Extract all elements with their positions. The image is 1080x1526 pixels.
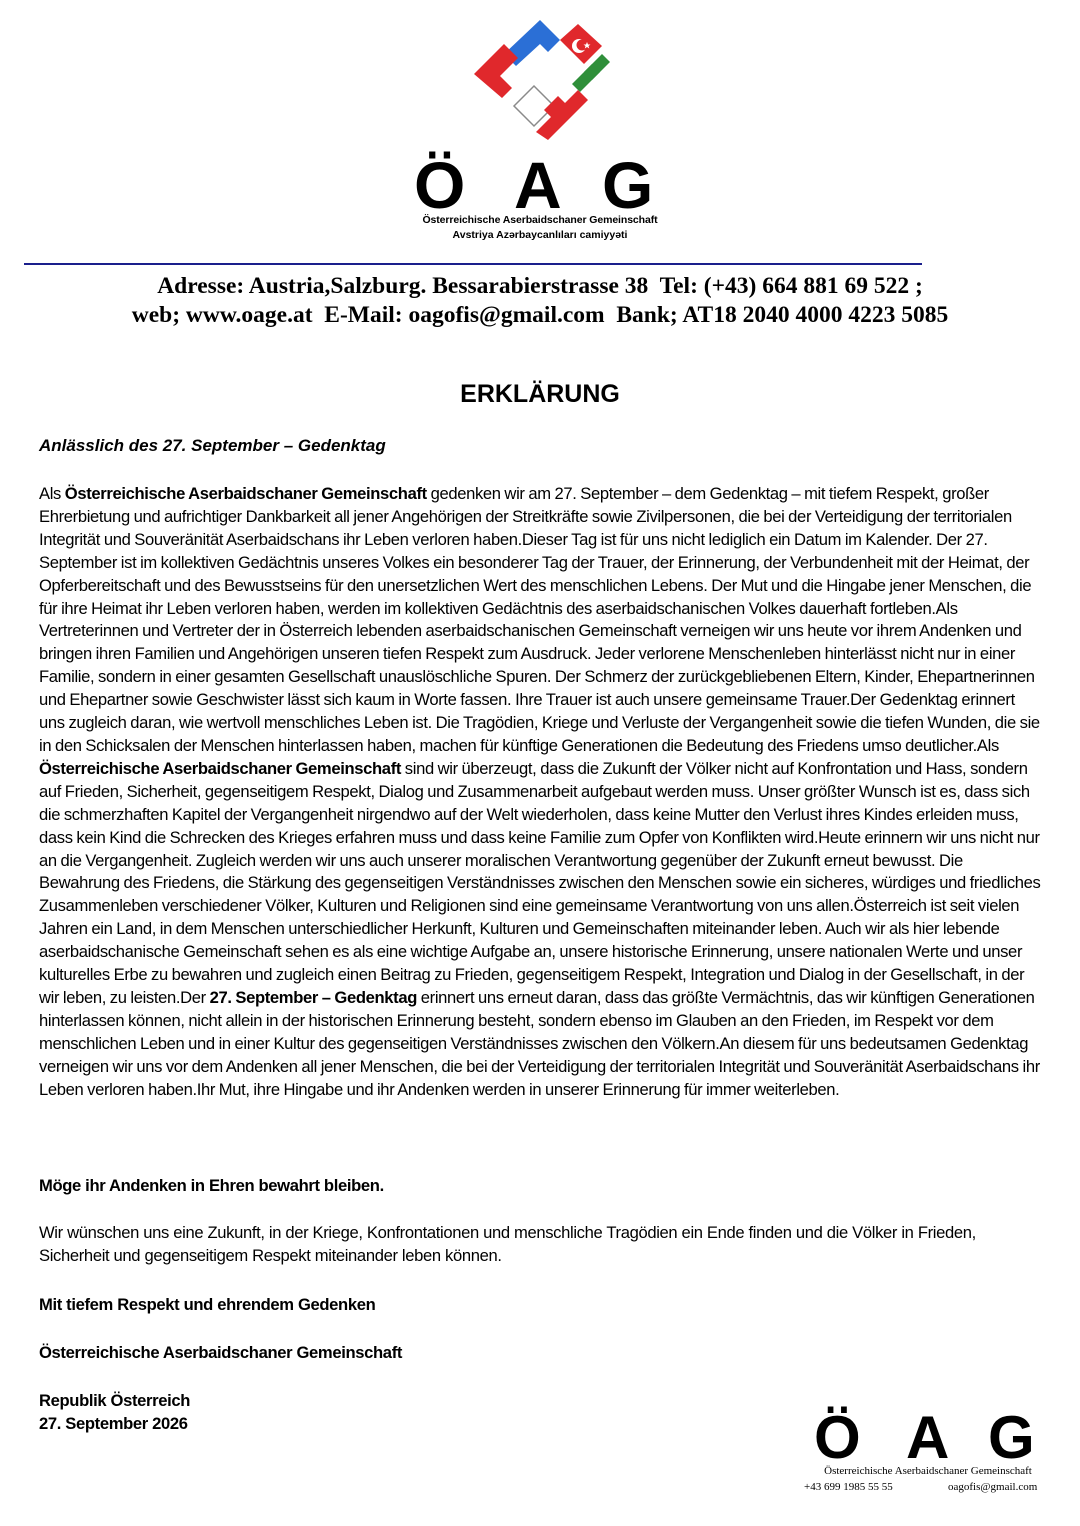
organization-logo-icon (468, 14, 616, 144)
body-run: erinnert uns erneut daran, dass das größte Vermächtnis, das wir künftigen Generationen hinterlassen können, nicht allein in der historischen Erinnerung besteht, sondern ebenso im Glauben an den Frieden, im Respekt vor dem menschlichen Leben und in einer Kultur des gegenseitigen Verständnisses zwischen den Völkern.An diesem für uns bedeutsamen Gedenktag verneigen wir uns vor dem Andenken all jener Menschen, die bei der Verteidigung der territorialen Integrität und Souveränität Aserbaidschans ihr Leben verloren haben.Ihr Mut, ihre Hingabe und ihr Andenken werden in unserer Erinnerung für immer weiterleben. (39, 987, 1040, 1099)
document-title: ERKLÄRUNG (460, 380, 620, 408)
logo-letter-a: A (514, 148, 562, 216)
contact-web-line: web; www.oage.at E-Mail: oagofis@gmail.com Bank; AT18 2040 4000 4223 5085 (131, 302, 949, 328)
body-emphasis: Österreichische Aserbaidschaner Gemeinschaft (64, 484, 427, 503)
signer-country: Republik Österreich (39, 1391, 191, 1410)
footer-email: oagofis@gmail.com (948, 1481, 1038, 1493)
footer-oag-logo (812, 1400, 1048, 1462)
footer-letter-o: Ö (814, 1404, 861, 1462)
body-emphasis: 27. September – Gedenktag (209, 987, 417, 1007)
logo-letter-o: Ö (414, 148, 466, 216)
closing-salutation: Mit tiefem Respekt und ehrendem Gedenken (39, 1295, 376, 1314)
org-name-azerbaijani: Avstriya Azərbaycanlıları camiyyəti (452, 229, 628, 241)
document-subtitle: Anlässlich des 27. September – Gedenktag (39, 436, 386, 455)
body-emphasis: Österreichische Aserbaidschaner Gemeinschaft (39, 758, 402, 778)
future-wish-paragraph: Wir wünschen uns eine Zukunft, in der Kriege, Konfrontationen und menschliche Tragödien ein Ende finden und die Völker in Frieden, Sicherheit und gegenseitigem Respekt miteinander leben können. (39, 1223, 976, 1265)
body-run: sind wir überzeugt, dass die Zukunft der Völker nicht auf Konfrontation und Hass, sondern auf Frieden, Sicherheit, gegenseitigem Respekt, Dialog und Zusammenarbeit aufgebaut werden muss. Unser größter Wunsch ist es, dass sich die schmerzhaften Kapitel der Vergangenheit nirgendwo auf der Welt wiederholen, dass keine Mutter den Verlust ihres Kindes erleiden muss, dass kein Kind die Schrecken des Krieges erfahren muss und dass keine Familie zum Opfer von Konflikten wird.Heute erinnern wir uns nicht nur an die Vergangenheit. Zugleich werden wir uns auch unserer moralischen Verantwortung gegenüber der Zukunft erneut bewusst. Die Bewahrung des Friedens, die Stärkung des gegenseitigen Verständnisses zwischen den Menschen sowie ein sicheres, würdiges und friedliches Zusammenleben verschiedener Völker, Kulturen und Religionen sind eine gemeinsame Verantwortung von uns allen.Österreich ist seit vielen Jahren ein Land, in dem Menschen unterschiedlicher Herkunft, Kulturen und Gemeinschaften miteinander leben. Auch wir als hier lebende aserbaidschanische Gemeinschaft sehen es als eine wichtige Aufgabe an, unsere historische Erinnerung, unsere nationalen Werte und unser kulturelles Erbe zu bewahren und zugleich einen Beitrag zu Frieden, gegenseitigem Respekt, Integration und Dialog in der Gesellschaft, in der wir leben, zu leisten.Der (39, 758, 1041, 1007)
footer-letter-a: A (906, 1404, 950, 1462)
body-run: Als (39, 484, 65, 503)
contact-address-line: Adresse: Austria,Salzburg. Bessarabierstrasse 38 Tel: (+43) 664 881 69 522 ; (157, 273, 923, 299)
footer-org-name: Österreichische Aserbaidschaner Gemeinschaft (824, 1465, 1032, 1477)
document-date: 27. September 2026 (39, 1414, 188, 1433)
footer-phone: +43 699 1985 55 55 (804, 1481, 893, 1493)
logo-letter-g: G (602, 148, 654, 216)
oag-letters-logo (412, 146, 668, 216)
memorial-wish: Möge ihr Andenken in Ehren bewahrt bleiben. (39, 1176, 384, 1195)
signer-organization: Österreichische Aserbaidschaner Gemeinschaft (39, 1343, 403, 1362)
body-run: gedenken wir am 27. September – dem Gedenktag – mit tiefem Respekt, großer Ehrerbietung und aufrichtiger Dankbarkeit all jener Angehörigen der Streitkräfte sowie Zivilpersonen, die bei der Verteidigung der territorialen Integrität und Souveränität Aserbaidschans ihr Leben verloren haben.Dieser Tag ist für uns nicht lediglich ein Datum im Kalender. Der 27. September ist im kollektiven Gedächtnis unseres Volkes ein besonderer Tag der Trauer, der Erinnerung, der Verbundenheit mit der Heimat, der Opferbereitschaft und des Bewusstseins für den unersetzlichen Wert des menschlichen Lebens. Der Mut und die Hingabe jener Menschen, die für ihre Heimat ihr Leben verloren haben, werden im kollektiven Gedächtnis des aserbaidschanischen Volkes dauerhaft fortleben.Als Vertreterinnen und Vertreter der in Österreich lebenden aserbaidschanischen Gemeinschaft verneigen wir uns heute vor ihrem Andenken und bringen ihren Familien und Angehörigen unseren tiefen Respekt zum Ausdruck. Jeder verlorene Menschenleben hinterlässt nicht nur in einer Familie, sondern in einer gesamten Gesellschaft unauslöschliche Spuren. Der Schmerz der zurückgebliebenen Eltern, Kinder, Ehepartnerinnen und Ehepartner sowie Geschwister lässt sich kaum in Worte fassen. Ihre Trauer ist auch unsere gemeinsame Trauer.Der Gedenktag erinnert uns zugleich daran, wie wertvoll menschliches Leben ist. Die Tragödien, Kriege und Verluste der Vergangenheit sowie die tiefen Wunden, die sie in den Schicksalen der Menschen hinterlassen haben, machen für künftige Generationen die Bedeutung des Friedens umso deutlicher.Als (39, 484, 1040, 755)
header-divider (24, 263, 922, 265)
org-name-german: Österreichische Aserbaidschaner Gemeinschaft (422, 214, 658, 226)
footer-letter-g: G (988, 1404, 1035, 1462)
declaration-body (39, 483, 1043, 1101)
